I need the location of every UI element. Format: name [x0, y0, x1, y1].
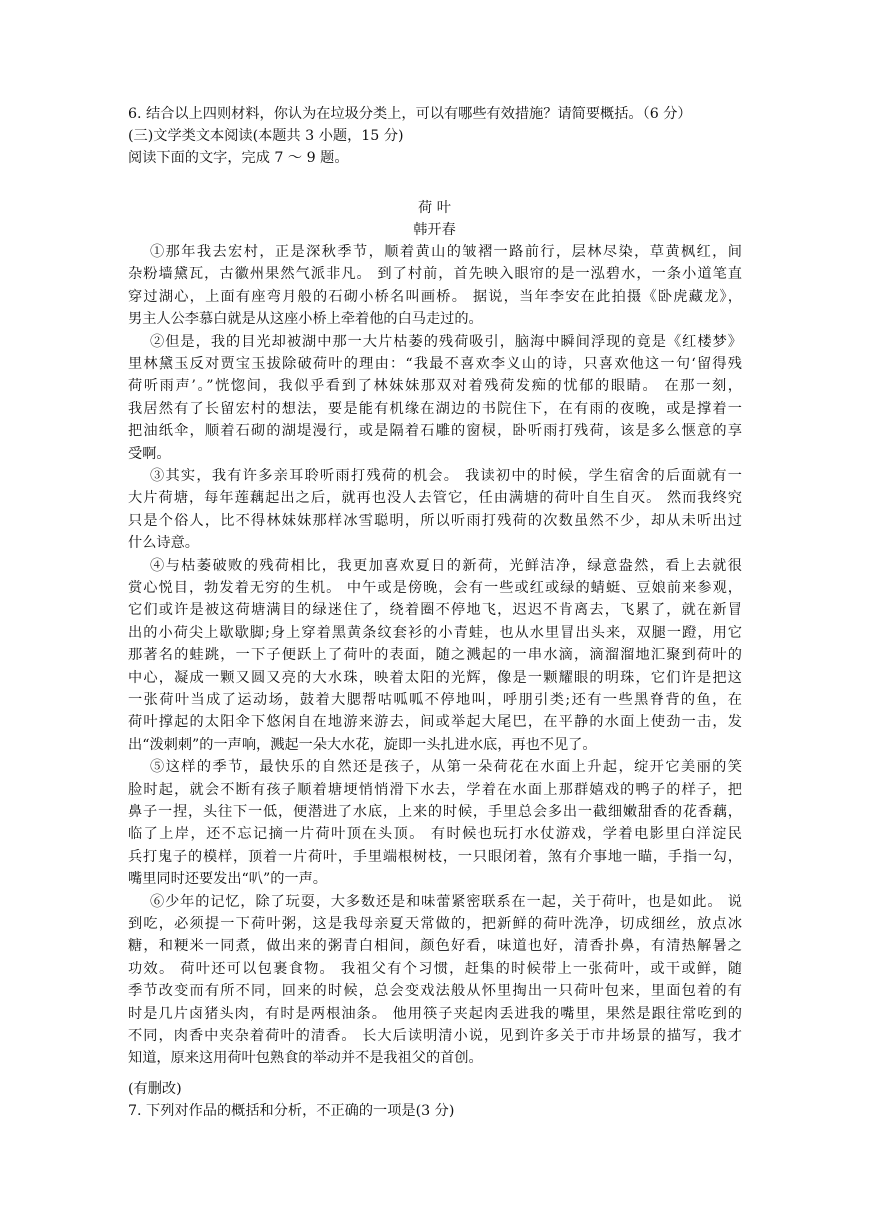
article-line: 嘴里同时还要发出“叭”的一声。: [128, 871, 327, 888]
article-line: 那著名的蛙跳，一下子便跃上了荷叶的表面，随之溅起的一串水滴，滴溜溜地汇聚到荷叶的: [128, 647, 742, 664]
article-line: 脸时起，就会不断有孩子顺着塘埂悄悄滑下水去，学着在水面上那群嬉戏的鸭子的样子，把: [128, 781, 742, 798]
article-line: 兵打鬼子的模样，顶着一片荷叶，手里端根树枝，一只眼闭着，煞有介事地一瞄，手指一勾，: [128, 848, 742, 865]
article-line: 糖，和粳米一同煮，做出来的粥青白相间，颜色好看，味道也好，清香扑鼻，有清热解暑之: [128, 938, 742, 955]
article-line: 到吃，必须提一下荷叶粥，这是我母亲夏天常做的，把新鲜的荷叶洗净，切成细丝，放点冰: [128, 916, 742, 932]
article-line: 鼻子一捏，头往下一低，便潜进了水底，上来的时候，手里总会多出一截细嫩甜香的花香藕，: [128, 804, 742, 820]
article-line: 季节改变而有所不同，回来的时候，总会变戏法般从怀里掏出一只荷叶包来，里面包着的有: [128, 983, 742, 1000]
article-line: ③其实，我有许多亲耳聆听雨打残荷的机会。 我读初中的时候，学生宿舍的后面就有一: [150, 468, 742, 484]
article-line: 什么诗意。: [128, 535, 199, 552]
article-line: 我居然有了长留宏村的想法，要是能有机缘在湖边的书院住下，在有雨的夜晚，或是撑着一: [128, 400, 742, 417]
article-line: ①那年我去宏村，正是深秋季节，顺着黄山的皱褶一路前行，层林尽染，草黄枫红，间: [150, 244, 742, 260]
article-line: 大片荷塘，每年莲藕起出之后，就再也没人去管它，任由满塘的荷叶自生自灭。 然而我终究: [128, 490, 742, 507]
article-line: 不同，肉香中夹杂着荷叶的清香。 长大后读明清小说，见到许多关于市井场景的描写，我才: [128, 1028, 742, 1044]
article-line: 它们或许是被这荷塘满目的绿迷住了，绕着圈不停地飞，迟迟不肯离去，飞累了，就在新冒: [128, 602, 742, 619]
article-line: 荷听雨声’。”恍惚间，我似乎看到了林妹妹那双对着残荷发痴的忧郁的眼睛。 在那一刻，: [128, 378, 742, 395]
article-line: 中心，凝成一颗又圆又亮的大水珠，映着太阳的光辉，像是一颗耀眼的明珠，它们许是把这: [128, 669, 742, 686]
edit-note: (有删改): [128, 1081, 182, 1097]
article-line: 出的小荷尖上歇歇脚;身上穿着黑黄条纹套衫的小青蛙，也从水里冒出头来，双腿一蹬，用它: [128, 624, 742, 641]
article-title: 荷 叶: [418, 200, 451, 216]
article-line: 出“泼刺刺”的一声响，溅起一朵大水花，旋即一头扎进水底，再也不见了。: [128, 736, 597, 753]
article-line: ④与枯萎破败的残荷相比，我更加喜欢夏日的新荷，光鲜洁净，绿意盎然，看上去就很: [150, 557, 742, 574]
article-line: 里林黛玉反对贾宝玉拔除破荷叶的理由：“我最不喜欢李义山的诗，只喜欢他这一句‘留得残: [128, 356, 742, 372]
article-line: 杂粉墙黛瓦，古徽州果然气派非凡。 到了村前，首先映入眼帘的是一泓碧水，一条小道笔直: [128, 266, 742, 283]
article-line: 时是几片卤猪头肉，有时是两根油条。 他用筷子夹起肉丢进我的嘴里，果然是跟往常吃到的: [128, 1005, 742, 1022]
article-line: 受啊。: [128, 445, 171, 462]
article-line: 只是个俗人，比不得林妹妹那样冰雪聪明，所以听雨打残荷的次数虽然不少，却从未听出过: [128, 512, 742, 529]
article-line: ⑥少年的记忆，除了玩耍，大多数还是和味蕾紧密联系在一起，关于荷叶，也是如此。 说: [150, 893, 742, 910]
article-author: 韩开春: [413, 222, 456, 238]
article-line: 男主人公李慕白就是从这座小桥上牵着他的白马走过的。: [128, 311, 483, 328]
article-line: 赏心悦目，勃发着无穷的生机。 中午或是傍晚，会有一些或红或绿的蜻蜓、豆娘前来参观，: [128, 580, 742, 596]
article-line: 临了上岸，还不忘记摘一片荷叶顶在头顶。 有时候也玩打水仗游戏，学着电影里白洋淀民: [128, 826, 742, 843]
article-line: 一张荷叶当成了运动场，鼓着大腮帮咕呱呱不停地叫，呼朋引类;还有一些黑脊背的鱼，在: [128, 692, 742, 708]
section-heading: (三)文学类文本阅读(本题共 3 小题，15 分): [128, 128, 404, 144]
article-line: ②但是，我的目光却被湖中那一大片枯萎的残荷吸引，脑海中瞬间浮现的竟是《红楼梦》: [150, 333, 742, 350]
article-line: 穿过湖心，上面有座弯月般的石砌小桥名叫画桥。 据说，当年李安在此拍摄《卧虎藏龙》，: [128, 288, 742, 305]
article-line: 功效。 荷叶还可以包裹食物。 我祖父有个习惯，赶集的时候带上一张荷叶，或干或鲜，随: [128, 960, 742, 977]
article-line: ⑤这样的季节，最快乐的自然还是孩子，从第一朵荷花在水面上升起，绽开它美丽的笑: [150, 759, 742, 776]
reading-instruction: 阅读下面的文字，完成 7 ～ 9 题。: [128, 150, 349, 166]
question-7: 7. 下列对作品的概括和分析，不正确的一项是(3 分): [128, 1103, 455, 1119]
question-6: 6. 结合以上四则材料，你认为在垃圾分类上，可以有哪些有效措施？请简要概括。（6 分）: [128, 106, 692, 122]
article-line: 把油纸伞，顺着石砌的湖堤漫行，或是隔着石雕的窗棂，卧听雨打残荷，该是多么惬意的享: [128, 423, 742, 440]
article-line: 知道，原来这用荷叶包熟食的举动并不是我祖父的首创。: [128, 1050, 483, 1067]
article-line: 荷叶撑起的太阳伞下悠闲自在地游来游去，间或举起大尾巴，在平静的水面上使劲一击，发: [128, 714, 742, 731]
